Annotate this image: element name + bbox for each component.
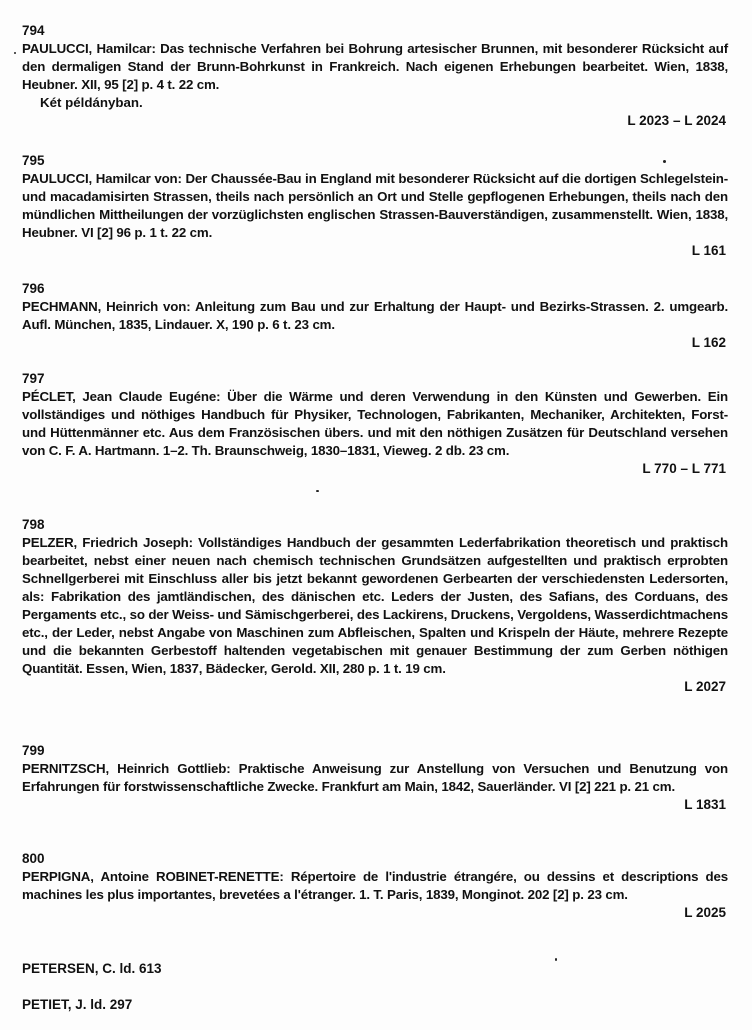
shelf-signature: L 2025 xyxy=(684,905,726,920)
shelf-signature: L 1831 xyxy=(684,797,726,812)
entry-author: PERPIGNA, Antoine ROBINET-RENETTE: xyxy=(22,869,284,884)
entry-author: PÉCLET, Jean Claude Eugéne: xyxy=(22,389,221,404)
catalog-entry xyxy=(22,280,728,352)
entry-text xyxy=(22,868,728,904)
shelf-signature: L 2027 xyxy=(684,679,726,694)
catalog-entry xyxy=(22,152,728,260)
entry-body: Über die Wärme und deren Verwendung in den Künsten und Gewerben. Ein vollständiges und nöthiges Handbuch für Physiker, Technologen, Fabrikanten, Mechaniker, Architekten, Forst- und Hüttenmänner etc. Aus dem Französischen übers. und mit den nöthigen Zusätzen für Deutschland versehen von C. F. A. Hartmann. 1–2. Th. Braunschweig, 1830–1831, Vieweg. 2 db. 23 cm. xyxy=(22,389,728,458)
entry-body: Das technische Verfahren bei Bohrung artesischer Brunnen, mit besonderer Rücksicht auf den dermaligen Stand der Brunn-Bohrkunst in Frankreich. Nach eigenen Erhebungen bearbeitet. Wien, 1838, Heubner. XII, 95 [2] p. 4 t. 22 cm. xyxy=(22,41,728,92)
entry-author: PAULUCCI, Hamilcar von: xyxy=(22,171,182,186)
entry-text xyxy=(22,298,728,334)
entry-number: 796 xyxy=(22,281,45,296)
scan-speck xyxy=(663,160,666,163)
cross-reference: PETERSEN, C. ld. 613 xyxy=(22,961,162,976)
entry-author: PERNITZSCH, Heinrich Gottlieb: xyxy=(22,761,231,776)
entry-text xyxy=(22,170,728,242)
scan-speck xyxy=(316,490,319,492)
entry-number: 797 xyxy=(22,371,45,386)
entry-body: Anleitung zum Bau und zur Erhaltung der Haupt- und Bezirks-Strassen. 2. umgearb. Aufl. München, 1835, Lindauer. X, 190 p. 6 t. 23 cm. xyxy=(22,299,728,332)
entry-text xyxy=(22,388,728,460)
shelf-signature: L 770 – L 771 xyxy=(642,461,726,476)
scan-speck xyxy=(14,52,16,54)
entry-author: PELZER, Friedrich Joseph: xyxy=(22,535,193,550)
cross-reference: PETIET, J. ld. 297 xyxy=(22,997,133,1012)
entry-body: Vollständiges Handbuch der gesammten Lederfabrikation theoretisch und praktisch bearbeitet, nebst einer neuen nach chemisch technischen Grundsätzen aufgestellten und praktisch erprobten Schnellgerberei mit Einschluss aller bis jetzt bekannt gewordenen Gerbearten der verschiedensten Ledersorten, als: Fabrikation des jamtländischen, des dänischen etc. Leders der Justen, des Safians, des Corduans, des Pergaments etc., so der Weiss- und Sämischgerberei, des Lackirens, Druckens, Vergoldens, Wasserdichtmachens etc., der Leder, nebst Angabe von Maschinen zum Abfleischen, Spalten und Krispeln der Häute, mehrere Rezepte und die bekannten Gerbestoff haltenden vegetabischen mit genauer Bestimmung der zum Gerben nöthigen Quantität. Essen, Wien, 1837, Bädecker, Gerold. XII, 280 p. 1 t. 19 cm. xyxy=(22,535,728,676)
entry-body: Répertoire de l'industrie étrangére, ou dessins et descriptions des machines les plus importantes, brevetées a l'étranger. 1. T. Paris, 1839, Monginot. 202 [2] p. 23 cm. xyxy=(22,869,729,902)
catalog-entry xyxy=(22,370,728,478)
entry-note: Két példányban. xyxy=(40,95,143,110)
entry-author: PAULUCCI, Hamilcar: xyxy=(22,41,156,56)
shelf-signature: L 162 xyxy=(691,335,726,350)
shelf-signature: L 2023 – L 2024 xyxy=(627,113,726,128)
entry-number: 795 xyxy=(22,153,45,168)
entry-number: 800 xyxy=(22,851,45,866)
catalog-entry xyxy=(22,22,728,130)
catalog-entry xyxy=(22,850,728,922)
scan-speck xyxy=(555,958,557,961)
entry-body: Praktische Anweisung zur Anstellung von Versuchen und Benutzung von Erfahrungen für forstwissenschaftliche Zwecke. Frankfurt am Main, 1842, Sauerländer. VI [2] 221 p. 21 cm. xyxy=(22,761,729,794)
entry-number: 798 xyxy=(22,517,45,532)
shelf-signature: L 161 xyxy=(691,243,726,258)
entry-text xyxy=(22,760,728,796)
catalog-entry xyxy=(22,742,728,814)
entry-number: 794 xyxy=(22,23,45,38)
entry-body: Der Chaussée-Bau in England mit besonderer Rücksicht auf die dortigen Schlegelstein- und macadamisirten Strassen, theils nach persönlich an Ort und Stelle gepflogenen Erhebungen, theils nach den mündlichen Mittheilungen der vorzüglichsten englischen Strassen-Bauverständigen, zusammenstellt. Wien, 1838, Heubner. VI [2] 96 p. 1 t. 22 cm. xyxy=(22,171,729,240)
entry-text xyxy=(22,534,728,678)
entry-number: 799 xyxy=(22,743,45,758)
catalog-entry xyxy=(22,516,728,696)
entry-author: PECHMANN, Heinrich von: xyxy=(22,299,191,314)
entry-text xyxy=(22,40,728,94)
